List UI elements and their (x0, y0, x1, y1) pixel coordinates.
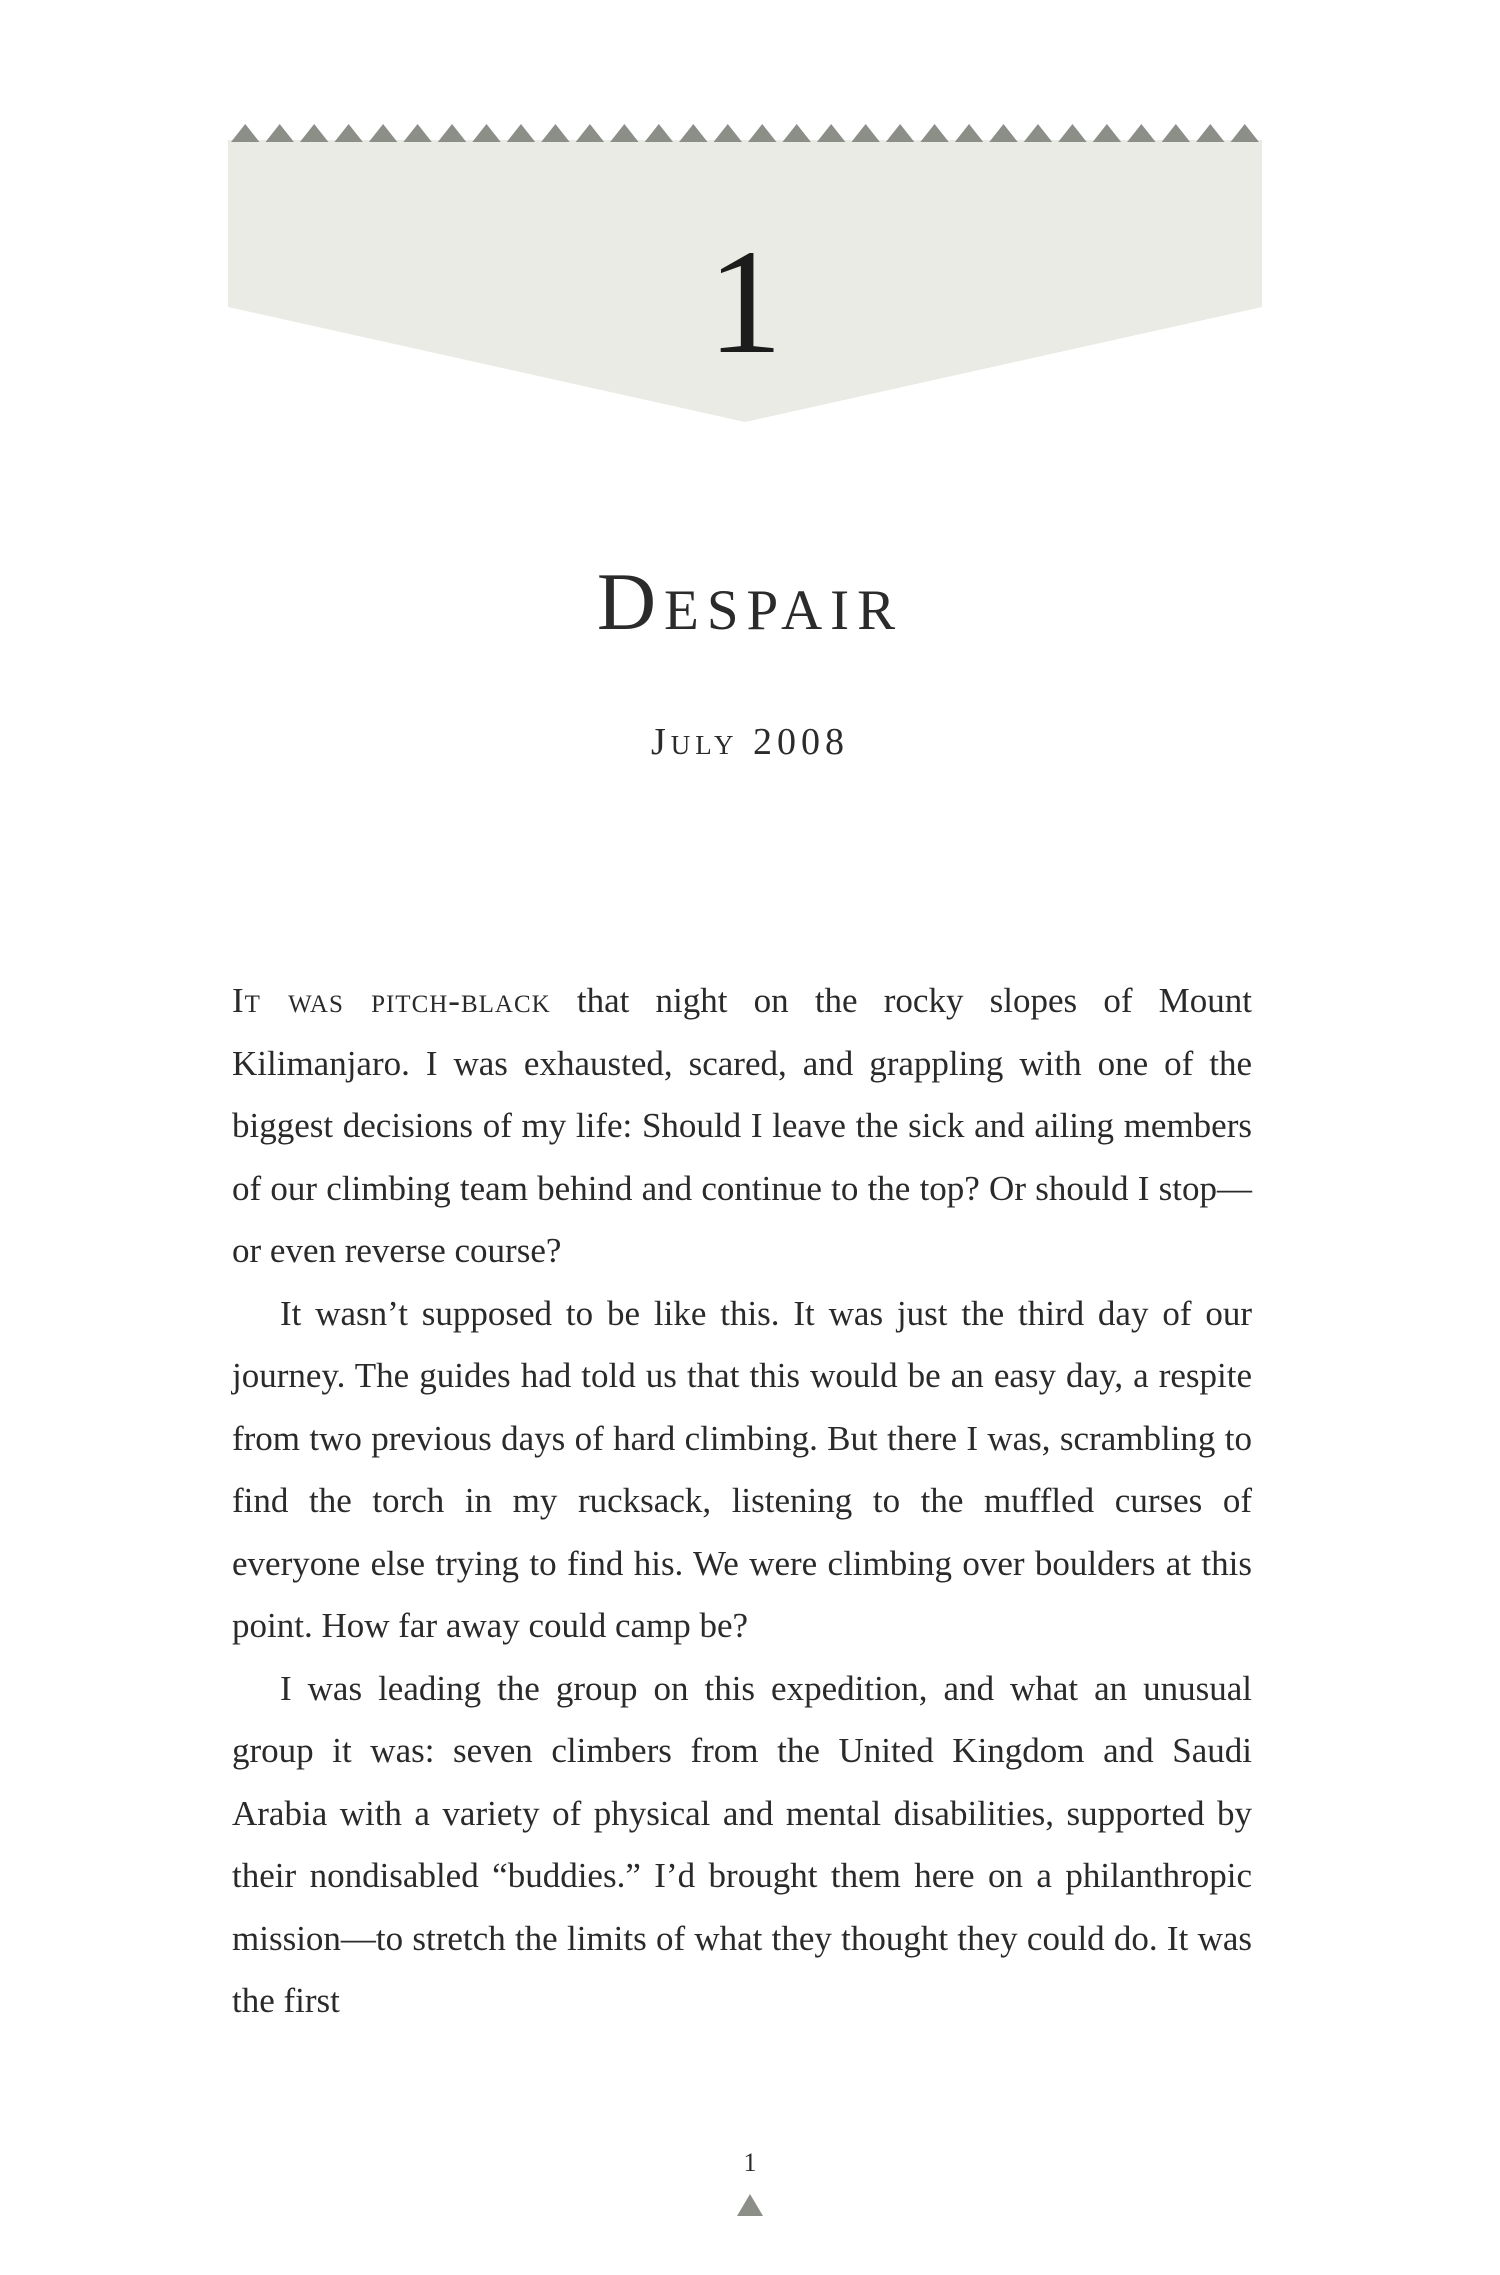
decorative-triangle (886, 124, 914, 142)
decorative-triangle (1058, 124, 1086, 142)
decorative-triangle (817, 124, 845, 142)
decorative-triangle (851, 124, 879, 142)
decorative-triangle (472, 124, 500, 142)
decorative-triangle (610, 124, 638, 142)
decorative-triangle (955, 124, 983, 142)
decorative-triangle (1127, 124, 1155, 142)
decorative-triangle (989, 124, 1017, 142)
decorative-triangle (1231, 124, 1259, 142)
chapter-number: 1 (707, 219, 783, 385)
decorative-triangle (714, 124, 742, 142)
chapter-banner (228, 122, 1262, 422)
decorative-triangle (920, 124, 948, 142)
decorative-triangle (782, 124, 810, 142)
decorative-triangle (645, 124, 673, 142)
decorative-triangle (369, 124, 397, 142)
decorative-triangle-row (231, 124, 1259, 142)
decorative-triangle (1162, 124, 1190, 142)
chapter-title: Despair (596, 556, 904, 647)
decorative-triangle (334, 124, 362, 142)
paragraph (232, 970, 1252, 1283)
page-triangle-icon (735, 2192, 765, 2218)
decorative-triangle (300, 124, 328, 142)
body-text (232, 970, 1252, 2033)
decorative-triangle (679, 124, 707, 142)
decorative-triangle (438, 124, 466, 142)
paragraph: I was leading the group on this expedition, and what an unusual group it was: seven climbers from the United Kingdom and Saudi Arabia with a variety of physical and mental disabilities, supported by their nondisabled “buddies.” I’d brought them here on a philanthropic mission—to stretch the limits of what they thought they could do. It was the first (232, 1668, 1252, 2020)
decorative-triangle (265, 124, 293, 142)
page-number: 1 (743, 2148, 757, 2177)
chapter-date: July 2008 (650, 721, 850, 763)
decorative-triangle (748, 124, 776, 142)
decorative-triangle (541, 124, 569, 142)
paragraph: It wasn’t supposed to be like this. It was just the third day of our journey. The guides had told us that this would be an easy day, a respite from two previous days of hard climbing. But there I was, scrambling to find the torch in my rucksack, listening to the muffled curses of everyone else trying to find his. We were climbing over boulders at this point. How far away could camp be? (232, 1293, 1252, 1645)
decorative-triangle (1024, 124, 1052, 142)
decorative-triangle (1093, 124, 1121, 142)
decorative-triangle (1196, 124, 1224, 142)
decorative-triangle (403, 124, 431, 142)
decorative-triangle (507, 124, 535, 142)
paragraph-text: that night on the rocky slopes of Mount Kilimanjaro. I was exhausted, scared, and grappling with one of the biggest decisions of my life: Should I leave the sick and ailing members of our climbing team behind and continue to the top? Or should I stop—or even reverse course? (232, 981, 1252, 1270)
decorative-triangle (231, 124, 259, 142)
decorative-triangle (576, 124, 604, 142)
lead-in: It was pitch-black (232, 981, 551, 1020)
